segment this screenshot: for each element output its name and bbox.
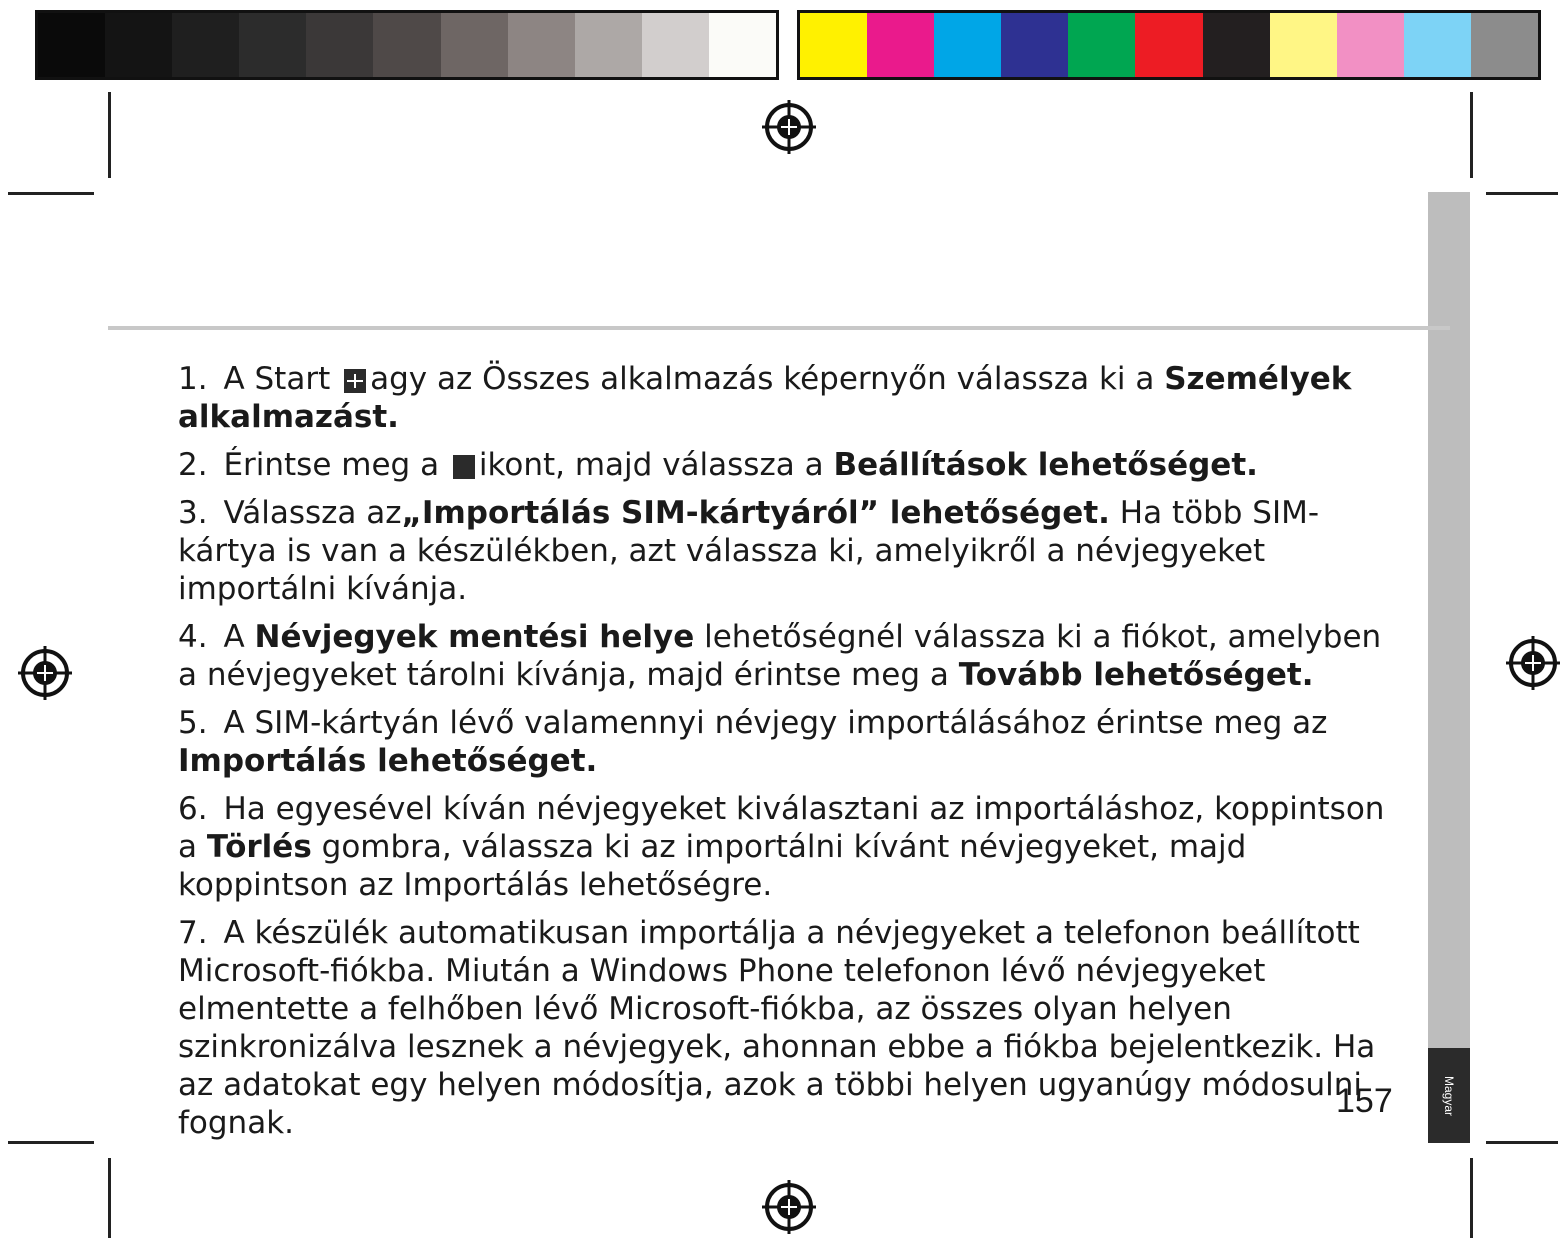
step-text: lehetőségnél válassza ki a fiókot, amelyben a névjegyeket tárolni kívánja, majd érintse meg a <box>178 619 1382 693</box>
step-6 <box>178 790 1408 904</box>
step-number: 1. <box>178 361 208 397</box>
step-bold-text: Tovább lehetőséget. <box>958 657 1314 693</box>
step-number: 2. <box>178 447 208 483</box>
step-bold-text: Törlés <box>206 829 312 865</box>
step-text: A Start <box>223 361 331 397</box>
color-swatch <box>709 13 776 77</box>
step-7 <box>178 914 1408 1142</box>
step-5 <box>178 704 1408 780</box>
color-swatch <box>867 13 934 77</box>
step-text: ikont, majd válassza a <box>478 447 824 483</box>
color-swatch <box>1135 13 1202 77</box>
color-swatch <box>508 13 575 77</box>
step-2 <box>178 446 1408 484</box>
color-swatch <box>1337 13 1404 77</box>
crop-mark <box>1470 1158 1473 1238</box>
step-text: Érintse meg a <box>223 447 440 483</box>
registration-mark-icon <box>760 98 818 156</box>
crop-mark <box>1486 192 1558 195</box>
step-3 <box>178 494 1408 608</box>
step-number: 7. <box>178 915 208 951</box>
process-color-bar <box>797 10 1541 80</box>
crop-mark <box>8 1141 94 1144</box>
step-text: A készülék automatikusan importálja a névjegyeket a telefonon beállított Microsoft-fiókba. Miután a Windows Phone telefonon lévő névjegyeket elmentette a felhőben lévő Microsoft-fiókba, az összes olyan helyen szinkronizálva lesznek a névjegyek, ahonnan ebbe a fiókba bejelentkezik. Ha az adatokat egy helyen módosítja, azok a többi helyen ugyanúgy módosulni fognak. <box>178 915 1376 1141</box>
step-number: 6. <box>178 791 208 827</box>
step-bold-text: Importálás lehetőséget. <box>178 743 598 779</box>
step-1 <box>178 360 1408 436</box>
step-text: Válassza az <box>223 495 402 531</box>
step-text: Ha több SIM-kártya is van a készülékben, azt válassza ki, amelyikről a névjegyeket importálni kívánja. <box>178 495 1320 607</box>
step-text: agy az Összes alkalmazás képernyőn válassza ki a <box>370 361 1155 397</box>
color-swatch <box>239 13 306 77</box>
step-bold-text: „Importálás SIM-kártyáról” lehetőséget. <box>401 495 1110 531</box>
color-swatch <box>575 13 642 77</box>
registration-mark-icon <box>1504 634 1562 692</box>
color-swatch <box>373 13 440 77</box>
color-swatch <box>1068 13 1135 77</box>
color-swatch <box>306 13 373 77</box>
language-tab <box>1428 1048 1470 1143</box>
crop-mark <box>108 92 111 178</box>
registration-mark-icon <box>16 644 74 702</box>
step-text: Ha egyesével kíván névjegyeket kiválasztani az importáláshoz, koppintson a <box>178 791 1385 865</box>
color-swatch <box>800 13 867 77</box>
step-bold-text: Névjegyek mentési helye <box>254 619 695 655</box>
crop-mark <box>1470 92 1473 178</box>
step-text: A <box>223 619 245 655</box>
crop-mark <box>8 192 94 195</box>
step-number: 4. <box>178 619 208 655</box>
color-swatch <box>1001 13 1068 77</box>
crop-mark <box>108 1158 111 1238</box>
step-bold-text: Beállítások lehetőséget. <box>833 447 1258 483</box>
step-bold-text: Személyek alkalmazást. <box>178 361 1352 435</box>
side-bar <box>1428 192 1470 1048</box>
step-text: A SIM-kártyán lévő valamennyi névjegy importálásához érintse meg az <box>223 705 1328 741</box>
step-number: 5. <box>178 705 208 741</box>
color-swatch <box>441 13 508 77</box>
grayscale-color-bar <box>35 10 779 80</box>
color-swatch <box>1471 13 1538 77</box>
registration-mark-icon <box>760 1178 818 1236</box>
color-swatch <box>934 13 1001 77</box>
step-number: 3. <box>178 495 208 531</box>
color-swatch <box>105 13 172 77</box>
step-text: gombra, válassza ki az importálni kívánt névjegyeket, majd koppintson az Importálás lehetőségre. <box>178 829 1247 903</box>
crop-mark <box>1486 1141 1558 1144</box>
windows-tiles-icon <box>344 369 366 393</box>
language-tab-label: Magyar <box>1442 1075 1456 1116</box>
step-4 <box>178 618 1408 694</box>
page-number: 157 <box>1336 1082 1393 1120</box>
color-swatch <box>1203 13 1270 77</box>
color-swatch <box>172 13 239 77</box>
instruction-list <box>178 360 1408 1152</box>
color-swatch <box>38 13 105 77</box>
color-swatch <box>1270 13 1337 77</box>
color-swatch <box>642 13 709 77</box>
header-rule <box>108 326 1450 330</box>
more-icon <box>453 455 475 479</box>
color-swatch <box>1404 13 1471 77</box>
